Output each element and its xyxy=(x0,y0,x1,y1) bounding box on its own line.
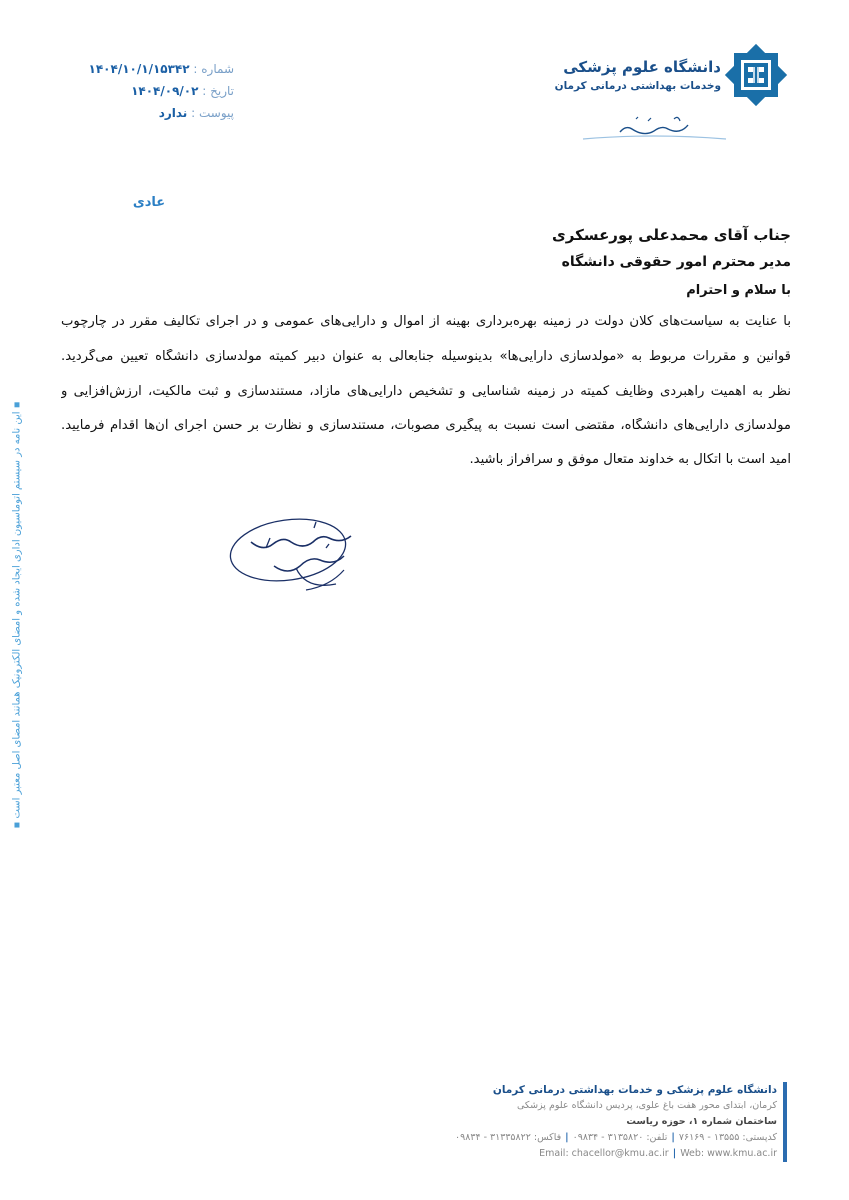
footer-web[interactable]: Web: www.kmu.ac.ir xyxy=(680,1148,777,1159)
office-signature-graphic xyxy=(578,113,728,143)
footer xyxy=(397,1082,787,1162)
letter-date-value: ۱۴۰۴/۰۹/۰۲ xyxy=(131,84,199,98)
body-line-5: امید است با اتکال به خداوند متعال موفق و سرافراز باشید. xyxy=(469,452,791,467)
letter-date xyxy=(90,84,234,98)
body-line-2: قوانین و مقررات مربوط به «مولدسازی دارایی‌ها» بدینوسیله جنابعالی به عنوان دبیر کمیته مولدسازی دانشگاه تعیین می‌گردید. xyxy=(61,349,791,364)
footer-postal-code: کدپستی: ۱۳۵۵۵ - ۷۶۱۶۹ xyxy=(678,1132,777,1143)
body-line-4: مولدسازی دارایی‌های دانشگاه، مقتضی است نسبت به پیگیری مصوبات، مستندسازی و نظارت بر حسن اجرای آن‌ها اقدام فرمایید. xyxy=(61,418,791,433)
letter-attachment-value: ندارد xyxy=(158,106,188,120)
footer-phone: تلفن: ۳۱۳۵۸۲۰ - ۰۹۸۳۴ xyxy=(572,1132,668,1143)
body-line-1: با عنایت به سیاست‌های کلان دولت در زمینه بهره‌برداری بهینه از اموال و دارایی‌های عمومی و در اجرای تکالیف مقرر در چارچوب xyxy=(61,314,791,329)
footer-email[interactable]: Email: chacellor@kmu.ac.ir xyxy=(539,1148,669,1159)
university-subtitle: وخدمات بهداشتی درمانی کرمان xyxy=(554,80,721,92)
footer-address: کرمان، ابتدای محور هفت باغ علوی، پردیس دانشگاه علوم پزشکی xyxy=(516,1100,777,1111)
letter-date-label: تاریخ : xyxy=(202,84,234,98)
signature-graphic xyxy=(226,508,366,608)
footer-online: Email: chacellor@kmu.ac.ir | Web: www.kmu.ac.ir xyxy=(539,1148,777,1159)
greeting: با سلام و احترام xyxy=(686,283,791,298)
recipient-name: جناب آقای محمدعلی پورعسکری xyxy=(552,226,791,244)
letter-number-value: ۱۴۰۴/۱۰/۱/۱۵۳۴۲ xyxy=(88,62,190,76)
classification-badge: عادی xyxy=(132,195,166,210)
university-logo xyxy=(723,42,789,108)
letter-attachment xyxy=(90,106,234,120)
footer-building: ساختمان شماره ۱، حوزه ریاست xyxy=(626,1116,777,1127)
footer-fax: فاکس: ۳۱۳۳۵۸۲۲ - ۰۹۸۳۴ xyxy=(455,1132,562,1143)
university-name: دانشگاه علوم پزشکی xyxy=(563,58,721,76)
side-note-text: ▪ این نامه در سیستم اتوماسیون اداری ایجاد شده و امضای الکترونیک همانند امضای اصل معتبر است ▪ xyxy=(11,401,23,829)
side-note xyxy=(6,390,28,840)
letter-number xyxy=(90,62,234,76)
footer-title: دانشگاه علوم پزشکی و خدمات بهداشتی درمانی کرمان xyxy=(492,1084,777,1096)
letter-attachment-label: پیوست : xyxy=(191,106,234,120)
letter-number-label: شماره : xyxy=(193,62,234,76)
body-line-3: نظر به اهمیت راهبردی وظایف کمیته در زمینه شناسایی و تشخیص دارایی‌های مازاد، مستندسازی و ثبت مالکیت، ارزش‌افزایی و xyxy=(61,384,791,399)
recipient-title: مدیر محترم امور حقوقی دانشگاه xyxy=(561,254,791,270)
footer-contact: کدپستی: ۱۳۵۵۵ - ۷۶۱۶۹|تلفن: ۳۱۳۵۸۲۰ - ۰۹۸۳۴|فاکس: ۳۱۳۳۵۸۲۲ - ۰۹۸۳۴ xyxy=(455,1132,777,1143)
